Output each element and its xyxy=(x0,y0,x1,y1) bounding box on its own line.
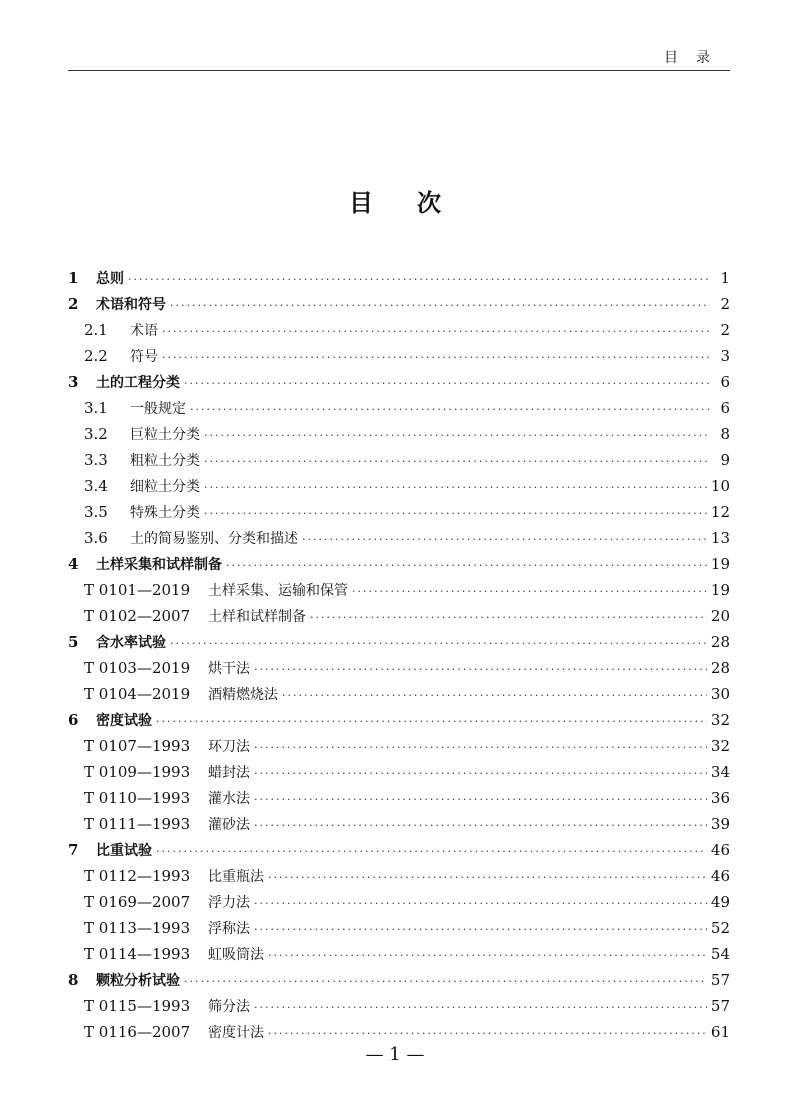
toc-section-entry[interactable] xyxy=(68,343,730,369)
toc-chapter-entry[interactable] xyxy=(68,369,730,395)
toc-dot-leader xyxy=(128,267,710,293)
toc-dot-leader xyxy=(254,735,707,761)
toc-dot-leader xyxy=(204,501,707,527)
toc-entry-page: 12 xyxy=(710,503,730,521)
toc-entry-title: 比重瓶法 xyxy=(208,869,264,885)
toc-section-entry[interactable] xyxy=(68,421,730,447)
toc-entry-title: 土样和试样制备 xyxy=(208,609,306,625)
toc-section-entry[interactable] xyxy=(68,473,730,499)
toc-entry-page: 57 xyxy=(710,971,730,989)
toc-entry-number: T 0101—2019 xyxy=(84,581,191,599)
toc-entry-page: 20 xyxy=(710,607,730,625)
running-header: 目录 xyxy=(664,50,728,66)
toc-entry-number: 3.4 xyxy=(84,477,108,495)
toc-entry-number: 2.1 xyxy=(84,321,108,339)
toc-dot-leader xyxy=(156,709,707,735)
toc-dot-leader xyxy=(204,449,710,475)
toc-entry-title: 虹吸筒法 xyxy=(208,947,264,963)
toc-entry-title: 符号 xyxy=(130,349,158,365)
toc-dot-leader xyxy=(190,397,710,423)
toc-entry-number: 4 xyxy=(68,555,79,573)
toc-entry-title: 土样采集、运输和保管 xyxy=(208,583,348,599)
toc-entry-title: 土的工程分类 xyxy=(96,375,180,391)
toc-entry-title: 术语 xyxy=(130,323,158,339)
toc-entry-number: 2.2 xyxy=(84,347,108,365)
toc-entry-title: 环刀法 xyxy=(208,739,250,755)
toc-entry-number: 1 xyxy=(68,269,79,287)
toc-chapter-entry[interactable] xyxy=(68,551,730,577)
toc-entry-title: 特殊土分类 xyxy=(130,505,200,521)
toc-entry-number: T 0104—2019 xyxy=(84,685,191,703)
toc-dot-leader xyxy=(268,865,707,891)
toc-dot-leader xyxy=(254,761,707,787)
toc-section-entry[interactable] xyxy=(68,759,730,785)
toc-section-entry[interactable] xyxy=(68,915,730,941)
toc-entry-page: 1 xyxy=(720,269,730,287)
toc-entry-page: 32 xyxy=(710,711,730,729)
header-rule xyxy=(68,70,730,71)
toc-entry-page: 3 xyxy=(720,347,730,365)
toc-entry-page: 32 xyxy=(710,737,730,755)
toc-chapter-entry[interactable] xyxy=(68,629,730,655)
page-title: 目次 xyxy=(349,189,485,217)
toc-dot-leader xyxy=(302,527,707,553)
toc-dot-leader xyxy=(170,293,710,319)
toc-entry-number: 3.2 xyxy=(84,425,108,443)
toc-dot-leader xyxy=(254,917,707,943)
toc-section-entry[interactable] xyxy=(68,785,730,811)
toc-entry-number: T 0107—1993 xyxy=(84,737,191,755)
toc-dot-leader xyxy=(184,371,710,397)
toc-entry-number: T 0103—2019 xyxy=(84,659,191,677)
toc-chapter-entry[interactable] xyxy=(68,967,730,993)
toc-entry-number: 7 xyxy=(68,841,79,859)
toc-entry-title: 粗粒土分类 xyxy=(130,453,200,469)
toc-entry-title: 颗粒分析试验 xyxy=(96,973,180,989)
toc-entry-number: T 0114—1993 xyxy=(84,945,191,963)
page-number: — 1 — xyxy=(365,1044,425,1065)
toc-entry-number: T 0112—1993 xyxy=(84,867,191,885)
toc-chapter-entry[interactable] xyxy=(68,837,730,863)
toc-entry-title: 一般规定 xyxy=(130,401,186,417)
toc-entry-title: 土样采集和试样制备 xyxy=(96,557,222,573)
toc-entry-page: 61 xyxy=(710,1023,730,1041)
toc-entry-page: 10 xyxy=(710,477,730,495)
toc-dot-leader xyxy=(254,813,707,839)
toc-section-entry[interactable] xyxy=(68,941,730,967)
toc-entry-title: 浮力法 xyxy=(208,895,250,911)
toc-chapter-entry[interactable] xyxy=(68,265,730,291)
toc-chapter-entry[interactable] xyxy=(68,291,730,317)
toc-entry-page: 52 xyxy=(710,919,730,937)
toc-dot-leader xyxy=(254,657,707,683)
toc-section-entry[interactable] xyxy=(68,655,730,681)
toc-entry-number: 3.1 xyxy=(84,399,108,417)
toc-section-entry[interactable] xyxy=(68,993,730,1019)
toc-dot-leader xyxy=(352,579,707,605)
toc-section-entry[interactable] xyxy=(68,525,730,551)
toc-section-entry[interactable] xyxy=(68,889,730,915)
toc-dot-leader xyxy=(204,475,707,501)
toc-section-entry[interactable] xyxy=(68,863,730,889)
toc-entry-page: 6 xyxy=(720,373,730,391)
toc-entry-page: 13 xyxy=(710,529,730,547)
toc-section-entry[interactable] xyxy=(68,447,730,473)
toc-entry-title: 烘干法 xyxy=(208,661,250,677)
toc-entry-number: T 0109—1993 xyxy=(84,763,191,781)
toc-entry-number: T 0116—2007 xyxy=(84,1023,191,1041)
toc-entry-title: 密度试验 xyxy=(96,713,152,729)
toc-entry-number: T 0110—1993 xyxy=(84,789,191,807)
toc-entry-title: 细粒土分类 xyxy=(130,479,200,495)
toc-entry-number: T 0113—1993 xyxy=(84,919,191,937)
toc-dot-leader xyxy=(310,605,707,631)
toc-entry-page: 9 xyxy=(720,451,730,469)
toc-entry-number: 3.6 xyxy=(84,529,108,547)
toc-entry-page: 57 xyxy=(710,997,730,1015)
toc-section-entry[interactable] xyxy=(68,733,730,759)
toc-entry-title: 蜡封法 xyxy=(208,765,250,781)
toc-entry-number: T 0169—2007 xyxy=(84,893,191,911)
toc-entry-page: 2 xyxy=(720,295,730,313)
toc-entry-number: 8 xyxy=(68,971,79,989)
toc-section-entry[interactable] xyxy=(68,603,730,629)
toc-dot-leader xyxy=(254,891,707,917)
toc-entry-number: T 0111—1993 xyxy=(84,815,191,833)
toc-entry-page: 19 xyxy=(710,555,730,573)
toc-entry-page: 2 xyxy=(720,321,730,339)
toc-entry-page: 36 xyxy=(710,789,730,807)
toc-entry-title: 灌砂法 xyxy=(208,817,250,833)
toc-entry-page: 19 xyxy=(710,581,730,599)
toc-entry-number: 3.3 xyxy=(84,451,108,469)
toc-entry-title: 密度计法 xyxy=(208,1025,264,1041)
toc-section-entry[interactable] xyxy=(68,811,730,837)
toc-dot-leader xyxy=(282,683,707,709)
toc-entry-page: 39 xyxy=(710,815,730,833)
toc-entry-title: 比重试验 xyxy=(96,843,152,859)
toc-entry-title: 土的简易鉴别、分类和描述 xyxy=(130,531,298,547)
toc-dot-leader xyxy=(162,345,710,371)
toc-dot-leader xyxy=(162,319,710,345)
toc-entry-page: 46 xyxy=(710,841,730,859)
toc-section-entry[interactable] xyxy=(68,395,730,421)
toc-entry-number: T 0102—2007 xyxy=(84,607,191,625)
toc-dot-leader xyxy=(184,969,707,995)
toc-entry-page: 6 xyxy=(720,399,730,417)
toc-entry-number: 3 xyxy=(68,373,79,391)
toc-dot-leader xyxy=(268,943,707,969)
toc-dot-leader xyxy=(204,423,710,449)
toc-chapter-entry[interactable] xyxy=(68,707,730,733)
toc-entry-title: 酒精燃烧法 xyxy=(208,687,278,703)
toc-entry-number: 6 xyxy=(68,711,79,729)
toc-entry-number: T 0115—1993 xyxy=(84,997,191,1015)
toc-dot-leader xyxy=(156,839,707,865)
toc-entry-title: 总则 xyxy=(96,271,124,287)
toc-entry-page: 49 xyxy=(710,893,730,911)
toc-entry-page: 46 xyxy=(710,867,730,885)
toc-dot-leader xyxy=(226,553,707,579)
toc-entry-title: 浮称法 xyxy=(208,921,250,937)
toc-entry-page: 28 xyxy=(710,659,730,677)
toc-dot-leader xyxy=(170,631,707,657)
toc-section-entry[interactable] xyxy=(68,499,730,525)
toc-section-entry[interactable] xyxy=(68,577,730,603)
toc-entry-page: 54 xyxy=(710,945,730,963)
toc-entry-page: 28 xyxy=(710,633,730,651)
toc-entry-title: 巨粒土分类 xyxy=(130,427,200,443)
toc-entry-page: 34 xyxy=(710,763,730,781)
toc-section-entry[interactable] xyxy=(68,681,730,707)
toc-section-entry[interactable] xyxy=(68,317,730,343)
table-of-contents xyxy=(68,265,730,1045)
toc-entry-title: 灌水法 xyxy=(208,791,250,807)
toc-entry-title: 筛分法 xyxy=(208,999,250,1015)
toc-dot-leader xyxy=(254,995,707,1021)
toc-entry-page: 30 xyxy=(710,685,730,703)
toc-entry-page: 8 xyxy=(720,425,730,443)
toc-entry-title: 术语和符号 xyxy=(96,297,166,313)
toc-entry-number: 3.5 xyxy=(84,503,108,521)
toc-entry-title: 含水率试验 xyxy=(96,635,166,651)
toc-entry-number: 2 xyxy=(68,295,79,313)
toc-section-entry[interactable] xyxy=(68,1019,730,1045)
toc-dot-leader xyxy=(254,787,707,813)
toc-entry-number: 5 xyxy=(68,633,79,651)
